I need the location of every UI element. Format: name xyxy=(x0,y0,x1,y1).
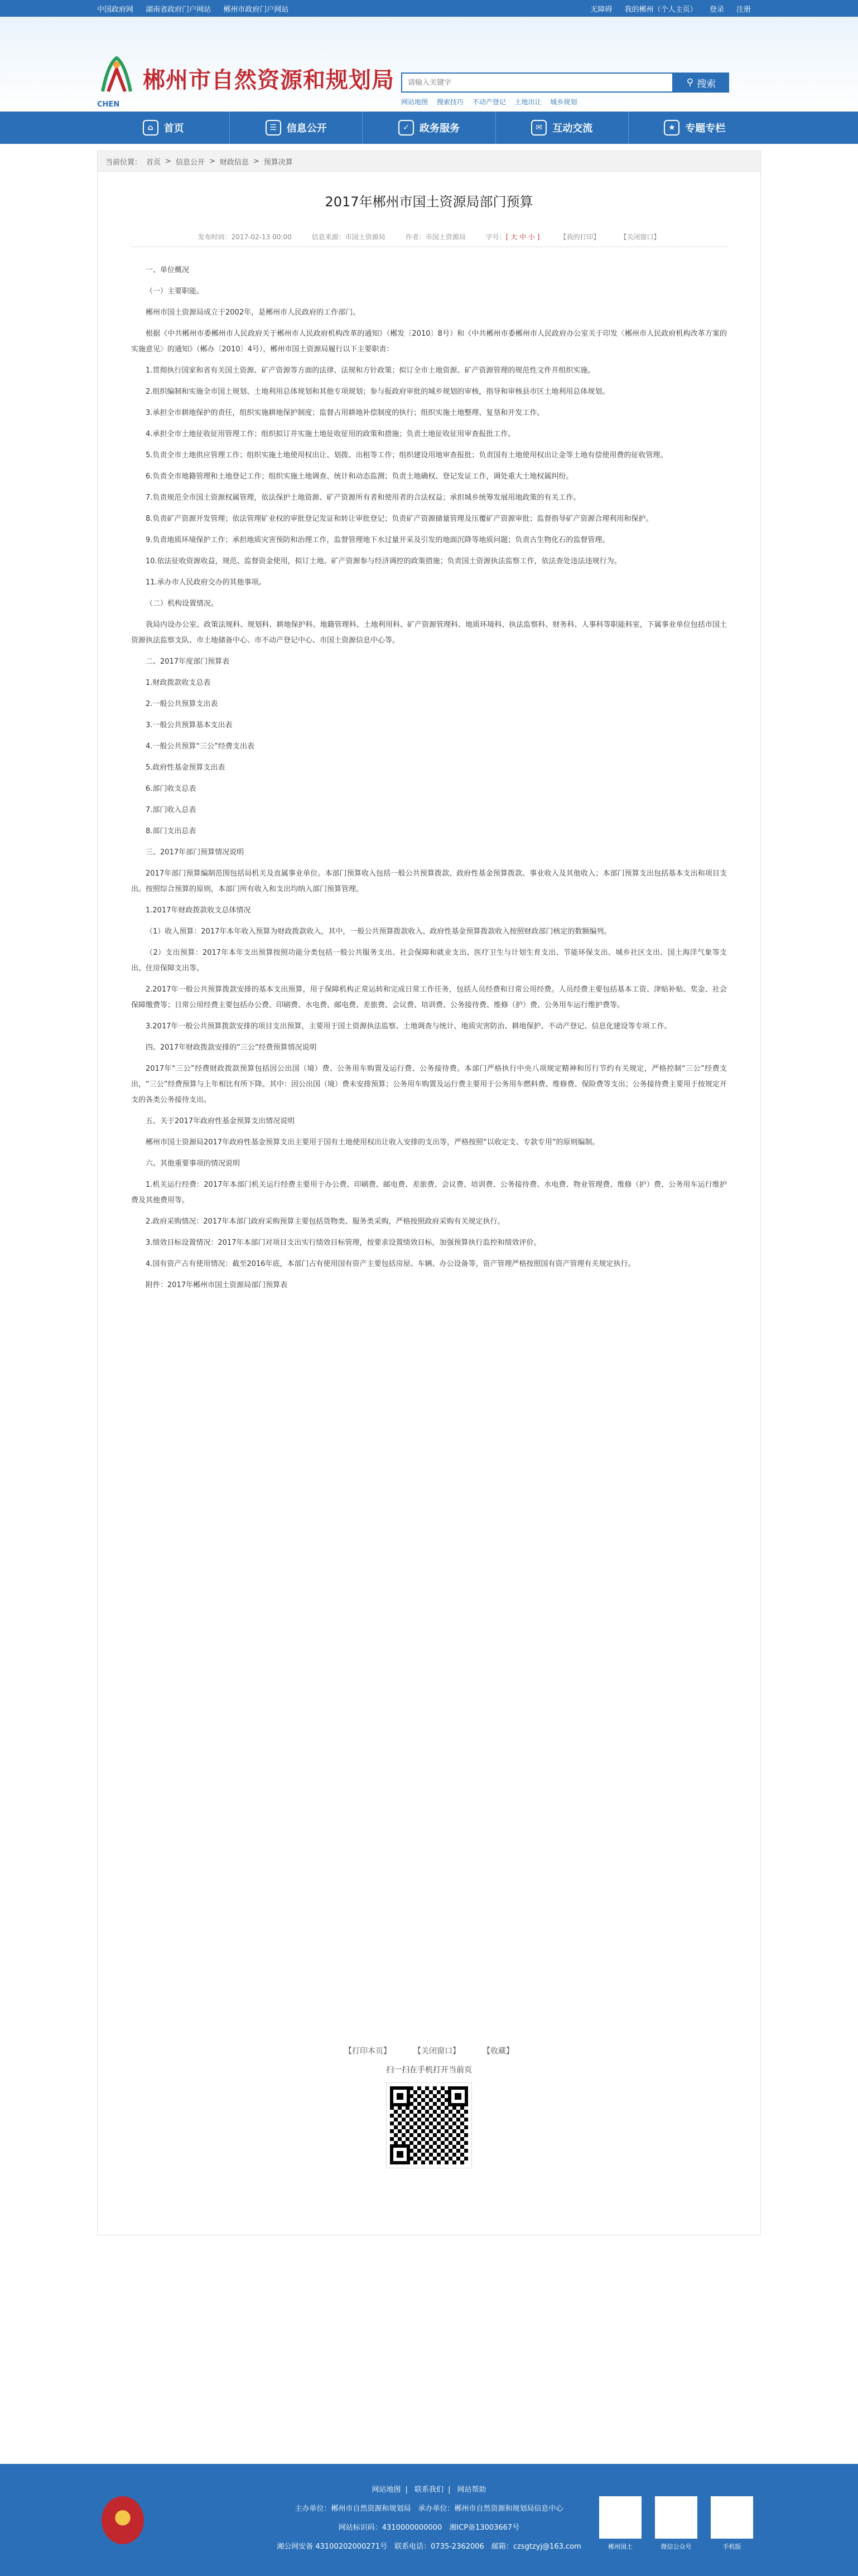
search-button[interactable] xyxy=(673,73,729,93)
nav-item-service[interactable] xyxy=(363,112,495,144)
article-paragraph: 五、关于2017年政府性基金预算支出情况说明 xyxy=(146,1117,295,1125)
article-paragraph: 11.承办市人民政府交办的其他事项。 xyxy=(146,578,266,587)
top-links xyxy=(97,3,298,14)
nav-label: 政务服务 xyxy=(420,123,460,134)
footer-organizer: 主办单位：郴州市自然资源和规划局 承办单位：郴州市自然资源和规划局信息中心 xyxy=(295,2505,563,2513)
login-link[interactable]: 登录 xyxy=(709,5,724,14)
site-header xyxy=(0,17,858,112)
article-paragraph: 4.国有资产占有使用情况：截至2016年底，本部门占有使用国有资产主要包括房屋、车辆、办公设备等，资产管理严格按照国有资产管理有关规定执行。 xyxy=(146,1260,635,1268)
my-page-link[interactable]: 我的郴州（个人主页） xyxy=(624,5,697,14)
article-paragraph: 6.部门收支总表 xyxy=(146,785,196,793)
footer-qr-icon xyxy=(599,2496,642,2539)
article-paragraph: 3.绩效目标设置情况：2017年本部门对项目支出实行绩效目标管理，按要求设置绩效目标，加强预算执行监控和绩效评价。 xyxy=(146,1239,541,1247)
footer-links: 网站地图 | 联系我们 | 网站帮助 xyxy=(372,2486,486,2494)
breadcrumb-label: 当前位置： xyxy=(105,158,142,167)
qr-caption: 扫一扫在手机打开当前页 xyxy=(386,2066,472,2075)
nav-item-home[interactable] xyxy=(97,112,230,144)
article-paragraph: 1.财政拨款收支总表 xyxy=(146,679,211,687)
article-paragraph: （一）主要职能。 xyxy=(146,287,204,296)
nav-label: 互动交流 xyxy=(552,123,593,134)
chat-icon: ✉ xyxy=(531,120,547,136)
nav-label: 专题专栏 xyxy=(685,123,726,134)
article xyxy=(97,172,761,2235)
font-size-control xyxy=(486,232,540,241)
article-paragraph: 4.承担全市土地征收征用管理工作；组织拟订并实施土地征收征用的政策和措施；负责土地征收征用审查报批工作。 xyxy=(146,430,515,438)
font-size-label: 字号： xyxy=(485,233,506,241)
site-footer xyxy=(0,2464,858,2576)
breadcrumb-link[interactable]: 信息公开 xyxy=(175,158,205,167)
footer-link[interactable]: 网站地图 xyxy=(372,2486,401,2494)
breadcrumb-link[interactable]: 预算决算 xyxy=(263,158,293,167)
hot-words xyxy=(401,97,584,107)
article-actions xyxy=(98,2045,760,2056)
breadcrumb-separator: > xyxy=(209,157,215,166)
home-icon: ⌂ xyxy=(143,120,158,136)
article-paragraph: 6.负责全市地籍管理和土地登记工作；组织实施土地调查、统计和动态监测；负责土地确权、登记发证工作，调处重大土地权属纠纷。 xyxy=(146,472,573,481)
article-paragraph: 二、2017年度部门预算表 xyxy=(146,658,230,666)
close-window-link[interactable]: 【关闭窗口】 xyxy=(620,233,661,241)
article-paragraph: 8.部门支出总表 xyxy=(146,827,196,835)
footer-qr-caption: 郴州国土 xyxy=(608,2543,633,2550)
article-paragraph: 7.部门收入总表 xyxy=(146,806,196,814)
info-source: 信息来源：市国土资源局 xyxy=(311,233,385,241)
article-paragraph: 2.2017年一般公共预算拨款安排的基本支出预算，用于保障机构正常运转和完成日常工作任务，包括人员经费和日常公用经费。人员经费主要包括基本工资、津贴补贴、奖金、社会保障缴费等；日常公用经费主要包括办公费、印刷费、水电费、邮电费、差旅费、会议费、培训费、公务接待费、维修（护）费、公务用车运行维护费等。 xyxy=(131,985,727,1009)
topic-icon: ★ xyxy=(664,120,679,136)
article-paragraph: 7.负责规范全市国土资源权属管理，依法保护土地资源、矿产资源所有者和使用者的合法权益；承担城乡统筹发展用地政策的有关工作。 xyxy=(146,494,581,502)
article-paragraph: 三、2017年部门预算情况说明 xyxy=(146,848,244,857)
hot-word-link[interactable]: 城乡规划 xyxy=(550,98,577,106)
author: 作者：市国土资源局 xyxy=(405,233,466,241)
footer-qr-caption: 手机版 xyxy=(722,2543,741,2550)
publish-date: 发布时间：2017-02-13 00:00 xyxy=(197,233,292,241)
hot-word-link[interactable]: 不动产登记 xyxy=(472,98,506,106)
article-paragraph: 1.贯彻执行国家和省有关国土资源、矿产资源等方面的法律、法规和方针政策；拟订全市土地资源、矿产资源管理的规范性文件并组织实施。 xyxy=(146,366,595,375)
article-paragraph: 4.一般公共预算“三公”经费支出表 xyxy=(146,742,254,751)
article-paragraph: （2）支出预算：2017年本年支出预算按照功能分类包括一般公共服务支出、社会保障和就业支出、医疗卫生与计划生育支出、节能环保支出、城乡社区支出、国土海洋气象等支出、住房保障支出等。 xyxy=(131,949,727,973)
top-link[interactable]: 湖南省政府门户网站 xyxy=(146,5,211,14)
article-paragraph: 1.2017年财政拨款收支总体情况 xyxy=(146,906,251,915)
footer-qr-caption: 微信公众号 xyxy=(661,2543,692,2550)
article-paragraph: 四、2017年财政拨款安排的“三公”经费预算情况说明 xyxy=(146,1043,317,1052)
article-paragraph: 8.负责矿产资源开发管理；依法管理矿业权的审批登记发证和转让审批登记；负责矿产资源储量管理及压覆矿产资源审批；监督指导矿产资源合理利用和保护。 xyxy=(146,515,653,523)
article-paragraph: （1）收入预算：2017年本年收入预算为财政拨款收入，其中，一般公共预算拨款收入、政府性基金预算拨款收入按照财政部门核定的数额编列。 xyxy=(146,927,611,936)
breadcrumb-link[interactable]: 财政信息 xyxy=(219,158,249,167)
hot-word-link[interactable]: 土地出让 xyxy=(514,98,542,106)
favorite-button[interactable]: 【收藏】 xyxy=(483,2047,514,2056)
article-paragraph: 一、单位概况 xyxy=(146,266,190,274)
search-box xyxy=(401,73,673,93)
article-paragraph: 3.一般公共预算基本支出表 xyxy=(146,721,233,729)
article-paragraph: 5.政府性基金预算支出表 xyxy=(146,763,225,772)
top-link[interactable]: 郴州市政府门户网站 xyxy=(223,5,289,14)
article-paragraph: 2.政府采购情况：2017年本部门政府采购预算主要包括货物类、服务类采购，严格按照政府采购有关规定执行。 xyxy=(146,1217,505,1226)
article-paragraph: 1.机关运行经费：2017年本部门机关运行经费主要用于办公费、印刷费、邮电费、差旅费、会议费、培训费、公务接待费、水电费、物业管理费、维修（护）费、公务用车运行维护费及其他费用等。 xyxy=(131,1181,727,1205)
footer-link[interactable]: 联系我们 xyxy=(414,2486,444,2494)
top-right-links xyxy=(591,3,761,14)
qr-section xyxy=(98,2064,760,2168)
nav-label: 信息公开 xyxy=(286,123,327,134)
nav-label: 首页 xyxy=(163,123,184,134)
print-page-button[interactable]: 【打印本页】 xyxy=(344,2047,391,2056)
article-paragraph: 2.一般公共预算支出表 xyxy=(146,700,218,708)
search-button-label: 搜索 xyxy=(697,78,716,90)
breadcrumb-link[interactable]: 首页 xyxy=(146,158,161,167)
site-subtitle: CHEN xyxy=(97,100,120,109)
site-title[interactable]: 郴州市自然资源和规划局 xyxy=(143,67,394,93)
service-icon: ✓ xyxy=(398,120,414,136)
nav-item-info[interactable] xyxy=(230,112,363,144)
search-icon: ⚲ xyxy=(686,77,694,88)
nav-item-interaction[interactable] xyxy=(496,112,629,144)
article-paragraph: 10.依法征收资源收益，规范、监督资金使用，拟订土地、矿产资源参与经济调控的政策措施；负责国土资源执法监察工作，依法查处违法违规行为。 xyxy=(146,557,621,566)
article-paragraph: 5.负责全市土地供应管理工作；组织实施土地使用权出让、划拨、出租等工作；组织建设用地审查报批；负责国有土地使用权出让金等土地有偿使用费的征收管理。 xyxy=(146,451,668,460)
footer-contact: 湘公网安备 43100202000271号 联系电话：0735-2362006 邮箱：czsgtzyj@163.com xyxy=(277,2543,581,2551)
top-link[interactable]: 中国政府网 xyxy=(97,5,134,14)
hot-word-link[interactable]: 网站地图 xyxy=(401,98,428,106)
search-input[interactable] xyxy=(402,74,672,91)
article-paragraph: 9.负责地质环境保护工作；承担地质灾害预防和治理工作，监督管理地下水过量开采及引发的地面沉降等地质问题；负责古生物化石的监督管理。 xyxy=(146,536,610,544)
top-bar xyxy=(0,0,858,17)
article-paragraph: 2017年“三公”经费财政拨款预算包括因公出国（境）费、公务用车购置及运行费、公务接待费。本部门严格执行中央八项规定精神和厉行节约有关规定，严格控制“三公”经费支出，“三公”经费预算与上年相比有所下降。其中：因公出国（境）费未安排预算；公务用车购置及运行费主要用于公务用车燃料费、维修费、保险费等支出；公务接待费主要用于按规定开支的各类公务接待支出。 xyxy=(131,1065,727,1104)
article-title: 2017年郴州市国土资源局部门预算 xyxy=(325,194,533,210)
qr-code-icon xyxy=(387,2083,471,2168)
article-paragraph: 2.组织编制和实施全市国土规划、土地利用总体规划和其他专项规划；参与报政府审批的城乡规划的审核，指导和审核县市区土地利用总体规划。 xyxy=(146,388,610,396)
font-size-options[interactable]: [ 大 中 小 ] xyxy=(505,233,540,241)
accessibility-link[interactable]: 无障碍 xyxy=(590,5,613,14)
footer-qr-icon xyxy=(711,2496,753,2539)
breadcrumb xyxy=(97,151,761,172)
article-paragraph: 郴州市国土资源局2017年政府性基金预算支出主要用于国有土地使用权出让收入安排的支出等，严格按照“以收定支、专款专用”的原则编制。 xyxy=(146,1138,600,1147)
article-paragraph: 根据《中共郴州市委郴州市人民政府关于郴州市人民政府机构改革的通知》（郴发〔2010〕8号）和《中共郴州市委郴州市人民政府办公室关于印发〈郴州市人民政府机构改革方案的实施意见〉的通知》（郴办〔2010〕4号），郴州市国土资源局履行以下主要职责： xyxy=(131,330,727,354)
register-link[interactable]: 注册 xyxy=(736,5,751,14)
close-window-button[interactable]: 【关闭窗口】 xyxy=(413,2047,460,2056)
document-icon: ☰ xyxy=(266,120,281,136)
footer-link[interactable]: 网站帮助 xyxy=(457,2486,486,2494)
footer-icp: 网站标识码：4310000000000 湘ICP备13003667号 xyxy=(338,2524,520,2532)
article-paragraph: 附件：2017年郴州市国土资源局部门预算表 xyxy=(146,1281,288,1289)
print-link[interactable]: 【我的打印】 xyxy=(560,233,600,241)
article-paragraph: 我局内设办公室、政策法规科、规划科、耕地保护科、地籍管理科、土地利用科、矿产资源管理科、地质环境科、执法监察科、财务科、人事科等职能科室，下属事业单位包括市国土资源执法监察支队、市土地储备中心、市不动产登记中心、市国土资源信息中心等。 xyxy=(131,621,727,645)
article-meta xyxy=(131,226,727,247)
article-paragraph: 六、其他重要事项的情况说明 xyxy=(146,1159,240,1168)
breadcrumb-separator: > xyxy=(253,157,259,166)
breadcrumb-separator: > xyxy=(165,157,171,166)
article-paragraph: 3.2017年一般公共预算拨款安排的项目支出预算，主要用于国土资源执法监察、土地调查与统计、地质灾害防治、耕地保护、不动产登记、信息化建设等专项工作。 xyxy=(146,1022,672,1031)
logo-icon[interactable] xyxy=(97,52,136,98)
main-nav xyxy=(0,112,858,144)
article-body xyxy=(131,263,727,1293)
article-paragraph: 郴州市国土资源局成立于2002年，是郴州市人民政府的工作部门。 xyxy=(146,308,360,317)
article-paragraph: （二）机构设置情况。 xyxy=(146,600,219,608)
nav-item-topics[interactable] xyxy=(629,112,761,144)
article-paragraph: 3.承担全市耕地保护的责任，组织实施耕地保护制度；监督占用耕地补偿制度的执行；组织实施土地整理、复垦和开发工作。 xyxy=(146,409,544,417)
hot-word-link[interactable]: 搜索技巧 xyxy=(436,98,464,106)
footer-qr-icon xyxy=(655,2496,697,2539)
article-paragraph: 2017年部门预算编制范围包括局机关及直属事业单位。本部门预算收入包括一般公共预算拨款、政府性基金预算拨款、事业收入及其他收入；本部门预算支出包括基本支出和项目支出。按照综合预算的原则，本部门所有收入和支出均纳入部门预算管理。 xyxy=(131,869,727,893)
